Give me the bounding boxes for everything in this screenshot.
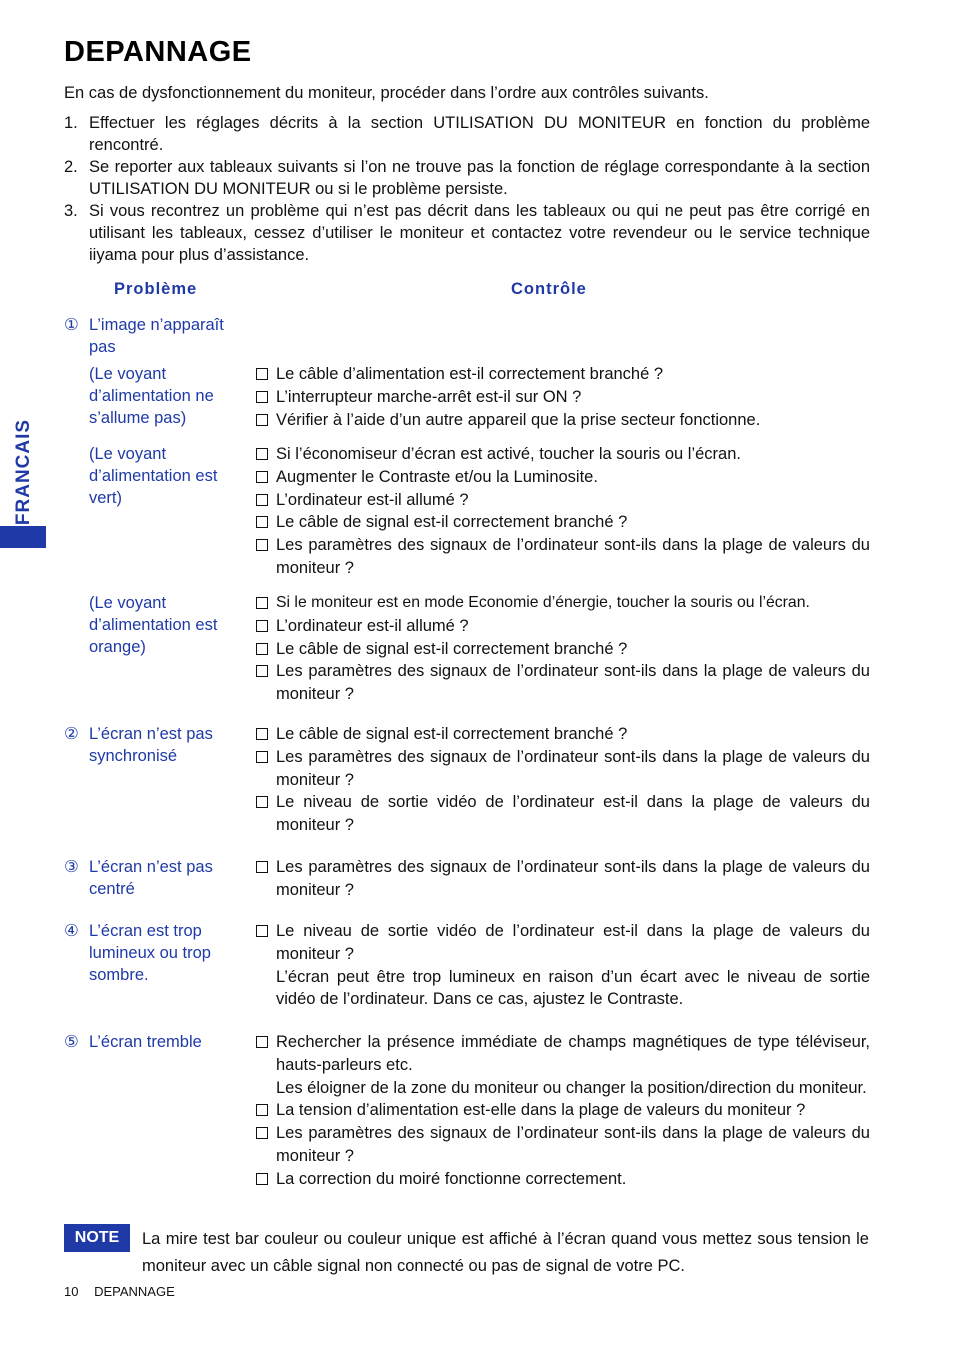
step-item — [64, 200, 870, 266]
check-text: Les paramètres des signaux de l’ordinateur sont-ils dans la plage de valeurs du moniteur ? — [276, 536, 870, 577]
check-list — [256, 363, 870, 431]
checkbox-icon — [256, 448, 268, 460]
checkbox-icon — [256, 1104, 268, 1116]
check-list — [256, 723, 870, 837]
check-list — [256, 443, 870, 580]
check-text: Augmenter le Contraste et/ou la Luminosite. — [276, 467, 598, 486]
check-item — [256, 386, 870, 409]
checkbox-icon — [256, 620, 268, 632]
checkbox-icon — [256, 1036, 268, 1048]
check-text: Les paramètres des signaux de l’ordinateur sont-ils dans la plage de valeurs du moniteur ? — [276, 858, 870, 899]
checkbox-icon — [256, 665, 268, 677]
check-item — [256, 746, 870, 792]
check-item — [256, 660, 870, 706]
check-item — [256, 466, 870, 489]
checkbox-icon — [256, 516, 268, 528]
check-text: Le câble de signal est-il correctement branché ? — [276, 725, 628, 743]
check-item — [256, 1122, 870, 1168]
side-tab-bar — [0, 526, 46, 548]
problem-text: L’écran est trop lumineux ou trop sombre. — [89, 922, 211, 984]
language-side-tab — [0, 407, 46, 541]
circled-number-4: ④ — [64, 922, 79, 940]
check-text: L’interrupteur marche-arrêt est-il sur ON ? — [276, 387, 582, 406]
check-text: Le câble de signal est-il correctement branché ? — [276, 513, 628, 532]
checkbox-icon — [256, 368, 268, 380]
page-number: 10 — [64, 1284, 79, 1299]
check-item — [256, 511, 870, 534]
check-item — [256, 409, 870, 432]
checkbox-icon — [256, 471, 268, 483]
step-text: Si vous recontrez un problème qui n’est pas décrit dans les tableaux ou qui ne peut pas être corrigé en utilisant les tableaux, cessez d’utiliser le moniteur et contactez votre revendeur ou le service technique iiyama pour plus d’assistance. — [89, 202, 870, 264]
checkbox-icon — [256, 391, 268, 403]
check-text: Si le moniteur est en mode Economie d’énergie, toucher la souris ou l’écran. — [276, 594, 810, 611]
check-text — [276, 1031, 870, 1099]
checkbox-icon — [256, 1127, 268, 1139]
check-text: Les paramètres des signaux de l’ordinateur sont-ils dans la plage de valeurs du moniteur ? — [276, 747, 870, 789]
checkbox-icon — [256, 597, 268, 609]
check-text: Les paramètres des signaux de l’ordinateur sont-ils dans la plage de valeurs du moniteur ? — [276, 662, 870, 704]
check-item — [256, 723, 870, 746]
check-item — [256, 534, 870, 580]
check-text: Si l’économiseur d’écran est activé, toucher la souris ou l’écran. — [276, 445, 741, 463]
checkbox-icon — [256, 861, 268, 873]
check-item — [256, 1031, 870, 1099]
step-item — [64, 112, 870, 156]
check-text: La tension d’alimentation est-elle dans la plage de valeurs du moniteur ? — [276, 1101, 806, 1120]
check-text: Le câble de signal est-il correctement branché ? — [276, 639, 628, 658]
problem-text: L’écran tremble — [89, 1033, 202, 1051]
checkbox-icon — [256, 494, 268, 506]
checkbox-icon — [256, 414, 268, 426]
check-text: Le niveau de sortie vidéo de l’ordinateur est-il dans la plage de valeurs du moniteur ? — [276, 793, 870, 835]
intro-text: En cas de dysfonctionnement du moniteur, procéder dans l’ordre aux contrôles suivants. — [64, 84, 709, 102]
check-item — [256, 592, 870, 615]
check-item — [256, 920, 870, 1011]
step-text: Effectuer les réglages décrits à la section UTILISATION DU MONITEUR en fonction du problème rencontré. — [89, 114, 870, 154]
check-item — [256, 443, 870, 466]
check-main-text: Le niveau de sortie vidéo de l’ordinateur est-il dans la plage de valeurs du moniteur ? — [276, 922, 870, 963]
circled-number-1: ① — [64, 316, 79, 334]
checkbox-icon — [256, 751, 268, 763]
footer-section: DEPANNAGE — [94, 1284, 175, 1299]
checkbox-icon — [256, 539, 268, 551]
circled-number-3: ③ — [64, 858, 79, 876]
note-text: La mire test bar couleur ou couleur unique est affiché à l’écran quand vous mettez sous tension le moniteur avec un câble signal non connecté ou pas de signal de votre PC. — [142, 1230, 869, 1275]
steps-list — [64, 112, 870, 266]
check-list — [256, 856, 870, 902]
check-text: L’ordinateur est-il allumé ? — [276, 616, 469, 635]
check-text: Le câble d’alimentation est-il correctement branché ? — [276, 365, 664, 383]
check-list — [256, 592, 870, 706]
check-item — [256, 638, 870, 661]
checkbox-icon — [256, 796, 268, 808]
page-title: DEPANNAGE — [64, 36, 252, 68]
step-number: 1. — [64, 114, 78, 132]
page-footer — [64, 1284, 175, 1299]
check-text: Vérifier à l’aide d’un autre appareil que la prise secteur fonctionne. — [276, 410, 761, 429]
check-item — [256, 791, 870, 837]
step-text: Se reporter aux tableaux suivants si l’on ne trouve pas la fonction de réglage correspondante à la section UTILISATION DU MONITEUR ou si le problème persiste. — [89, 158, 870, 198]
check-item — [256, 489, 870, 512]
subcase-text: (Le voyant d’alimentation est orange) — [89, 594, 218, 656]
circled-number-5: ⑤ — [64, 1033, 79, 1051]
check-item — [256, 856, 870, 902]
check-item — [256, 1099, 870, 1122]
step-item — [64, 156, 870, 200]
step-number: 2. — [64, 158, 78, 176]
check-text — [276, 920, 870, 1011]
checkbox-icon — [256, 643, 268, 655]
check-list — [256, 920, 870, 1011]
control-column-header: Contrôle — [511, 280, 587, 298]
circled-number-2: ② — [64, 725, 79, 743]
check-list — [256, 1031, 870, 1191]
checkbox-icon — [256, 925, 268, 937]
check-extra-text: Les éloigner de la zone du moniteur ou changer la position/direction du moniteur. — [276, 1078, 867, 1097]
subcase-text: (Le voyant d’alimentation ne s’allume pas) — [89, 365, 214, 427]
check-text: L’ordinateur est-il allumé ? — [276, 490, 469, 509]
problem-text: L’écran n’est pas synchronisé — [89, 725, 213, 765]
check-text: La correction du moiré fonctionne correctement. — [276, 1169, 627, 1188]
checkbox-icon — [256, 728, 268, 740]
step-number: 3. — [64, 202, 78, 220]
language-label: FRANCAIS — [13, 418, 34, 526]
problem-text: L’image n’apparaît pas — [89, 316, 224, 356]
problem-text: L’écran n’est pas centré — [89, 858, 213, 898]
check-main-text: Rechercher la présence immédiate de champs magnétiques de type téléviseur, hauts-parleurs etc. — [276, 1033, 870, 1074]
check-item — [256, 615, 870, 638]
note-badge: NOTE — [64, 1224, 130, 1252]
checkbox-icon — [256, 1173, 268, 1185]
check-item — [256, 1168, 870, 1191]
check-extra-text: L’écran peut être trop lumineux en raison d’un écart avec le niveau de sortie vidéo de l’ordinateur. Dans ce cas, ajustez le Contraste. — [276, 967, 870, 1009]
check-item — [256, 363, 870, 386]
check-text: Les paramètres des signaux de l’ordinateur sont-ils dans la plage de valeurs du moniteur ? — [276, 1124, 870, 1165]
subcase-text: (Le voyant d’alimentation est vert) — [89, 445, 218, 507]
problem-column-header: Problème — [114, 280, 198, 298]
